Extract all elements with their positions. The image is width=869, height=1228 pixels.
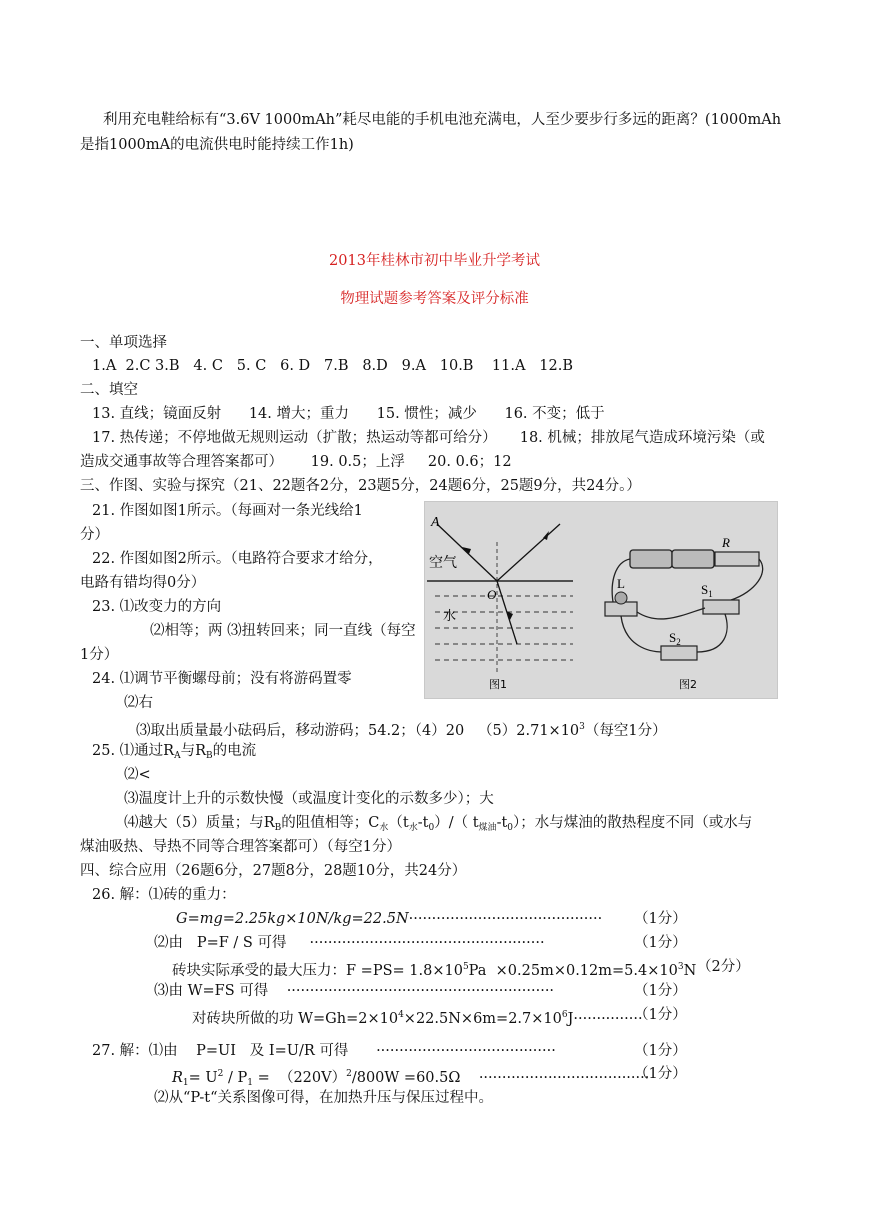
q27-line-1: 27. 解：⑴由 P=UI 及 I=U/R 可得 ······································· (92, 1043, 556, 1059)
figures-svg (425, 502, 777, 698)
q26-score-1: （1分） (634, 911, 687, 927)
wire-4 (621, 616, 663, 652)
label-air: 空气 (429, 555, 457, 571)
q23-line-2: ⑵相等；两 ⑶扭转回来；同一直线（每空 (150, 623, 416, 639)
fig2-caption: 图2 (679, 678, 697, 691)
q23-line-1: 23. ⑴改变力的方向 (92, 599, 222, 615)
q24-line-3: ⑶取出质量最小砝码后，移动游码；54.2；（4）20 $(5)2.71\times 10^3$（每空1分） (136, 722, 667, 739)
q25-line-4: ⑷越大（5）质量；与$R_B$的阻值相等；$C_水(t_水-t_0)/$（ $t_{煤油}-t_0$）；水与煤油的散热程度不同（或水与 (124, 815, 753, 833)
label-R: R (722, 535, 730, 550)
doc-title: 2013年桂林市初中毕业升学考试 (329, 253, 540, 269)
q26-line-6: 对砖块所做的功 $W=Gh=2\times 10^4\times 22.5N\times 6m=2.7\times 10^6J\cdot\cdot\cdot\cdot\cdot\cdot\cdot\cdot\cdot\cdot\cdot\cdot\cdot\cdot\cdot$ (192, 1010, 643, 1027)
switch-S1 (703, 600, 739, 614)
battery-2 (672, 550, 714, 568)
q22-line-1: 22. 作图如图2所示。（电路符合要求才给分， (92, 551, 383, 567)
label-S2: $S_2$ (669, 630, 681, 647)
doc-subtitle: 物理试题参考答案及评分标准 (340, 291, 529, 307)
section-1-heading: 一、单项选择 (80, 335, 167, 351)
q26-score-2: （1分） (634, 935, 687, 951)
question-line-1: 利用充电鞋给标有“3.6V 1000mAh”耗尽电能的手机电池充满电，人至少要步行多远的距离？(1000mAh (103, 112, 782, 128)
q26-line-3: ⑵由 P=F / S 可得 ··················································· (154, 935, 545, 951)
label-water: 水 (443, 609, 457, 624)
q26-score-4: （1分） (634, 983, 687, 999)
q27-line-3: ⑵从“P-t“关系图像可得，在加热升压与保压过程中。 (154, 1090, 494, 1106)
q24-line-1: 24. ⑴调节平衡螺母前；没有将游码置零 (92, 671, 352, 687)
section-4-heading: 四、综合应用（26题6分，27题8分，28题10分，共24分） (80, 863, 467, 879)
section-2-line-3: 造成交通事故等合理答案都可） 19. 0.5；上浮 20. 0.6；12 (80, 454, 512, 470)
q21-line-1: 21. 作图如图1所示。（每画对一条光线给1 (92, 503, 363, 519)
section-2-line-1: 13. 直线；镜面反射 14. 增大；重力 15. 惯性；减少 16. 不变；低于 (92, 406, 605, 422)
question-line-2: 是指1000mA的电流供电时能持续工作1h) (80, 137, 354, 153)
label-A: A (431, 515, 440, 530)
section-2-line-2: 17. 热传递；不停地做无规则运动（扩散；热运动等都可给分） 18. 机械；排放尾气造成环境污染（或 (92, 430, 765, 446)
q27-score-2: （1分） (634, 1066, 687, 1082)
q26-line-2: G=mg=2.25kg×10N/kg=22.5N·········································· (176, 911, 603, 927)
incident-ray (437, 524, 497, 581)
reflected-ray (497, 524, 560, 581)
q25-line-3: ⑶温度计上升的示数快慢（或温度计变化的示数多少）；大 (124, 791, 494, 807)
switch-S2 (661, 646, 697, 660)
lamp-bulb (615, 592, 627, 604)
battery-1 (630, 550, 672, 568)
section-3-heading: 三、作图、实验与探究（21、22题各2分，23题5分，24题6分，25题9分，共24分。） (80, 478, 641, 494)
figure-1 (427, 515, 573, 691)
q26-score-5: （1分） (634, 1007, 687, 1023)
fig1-caption: 图1 (489, 678, 507, 691)
resistor-R (715, 552, 759, 566)
label-L: L (617, 576, 625, 591)
q22-line-2: 电路有错均得0分） (80, 575, 206, 591)
label-O: O (487, 587, 497, 602)
q26-score-3: （2分） (697, 959, 750, 975)
q21-line-2: 分） (80, 527, 109, 543)
q25-line-2: ⑵< (124, 767, 151, 783)
q27-line-2: $R_1= U^2 / P_1 = (220V)^2/800W =60.5\Omega$ ····································· (172, 1069, 650, 1088)
q23-line-3: 1分） (80, 647, 119, 663)
q27-score-1: （1分） (634, 1043, 687, 1059)
figure-2 (605, 535, 763, 691)
section-2-heading: 二、填空 (80, 382, 138, 398)
q26-line-4: 砖块实际承受的最大压力：$F =PS= 1.8\times 10^5Pa \times 0.25m\times 0.12m=5.4\times 10^3N$ (172, 962, 697, 979)
figure-panel (424, 501, 778, 699)
q26-line-5: ⑶由 W=FS 可得 ·························································· (154, 983, 555, 999)
q26-line-1: 26. 解：⑴砖的重力： (92, 887, 236, 903)
q25-line-1: 25. ⑴通过$R_A$与$R_B$的电流 (92, 743, 257, 761)
wire-3 (637, 608, 705, 619)
incident-arrow (462, 547, 471, 554)
q25-line-5: 煤油吸热、导热不同等合理答案都可）（每空1分） (80, 839, 401, 855)
wire-5 (697, 614, 727, 652)
label-S1: $S_1$ (701, 582, 713, 599)
q24-line-2: ⑵右 (124, 695, 153, 711)
section-1-answers: 1.A 2.C 3.B 4. C 5. C 6. D 7.B 8.D 9.A 10.B 11.A 12.B (92, 358, 573, 374)
